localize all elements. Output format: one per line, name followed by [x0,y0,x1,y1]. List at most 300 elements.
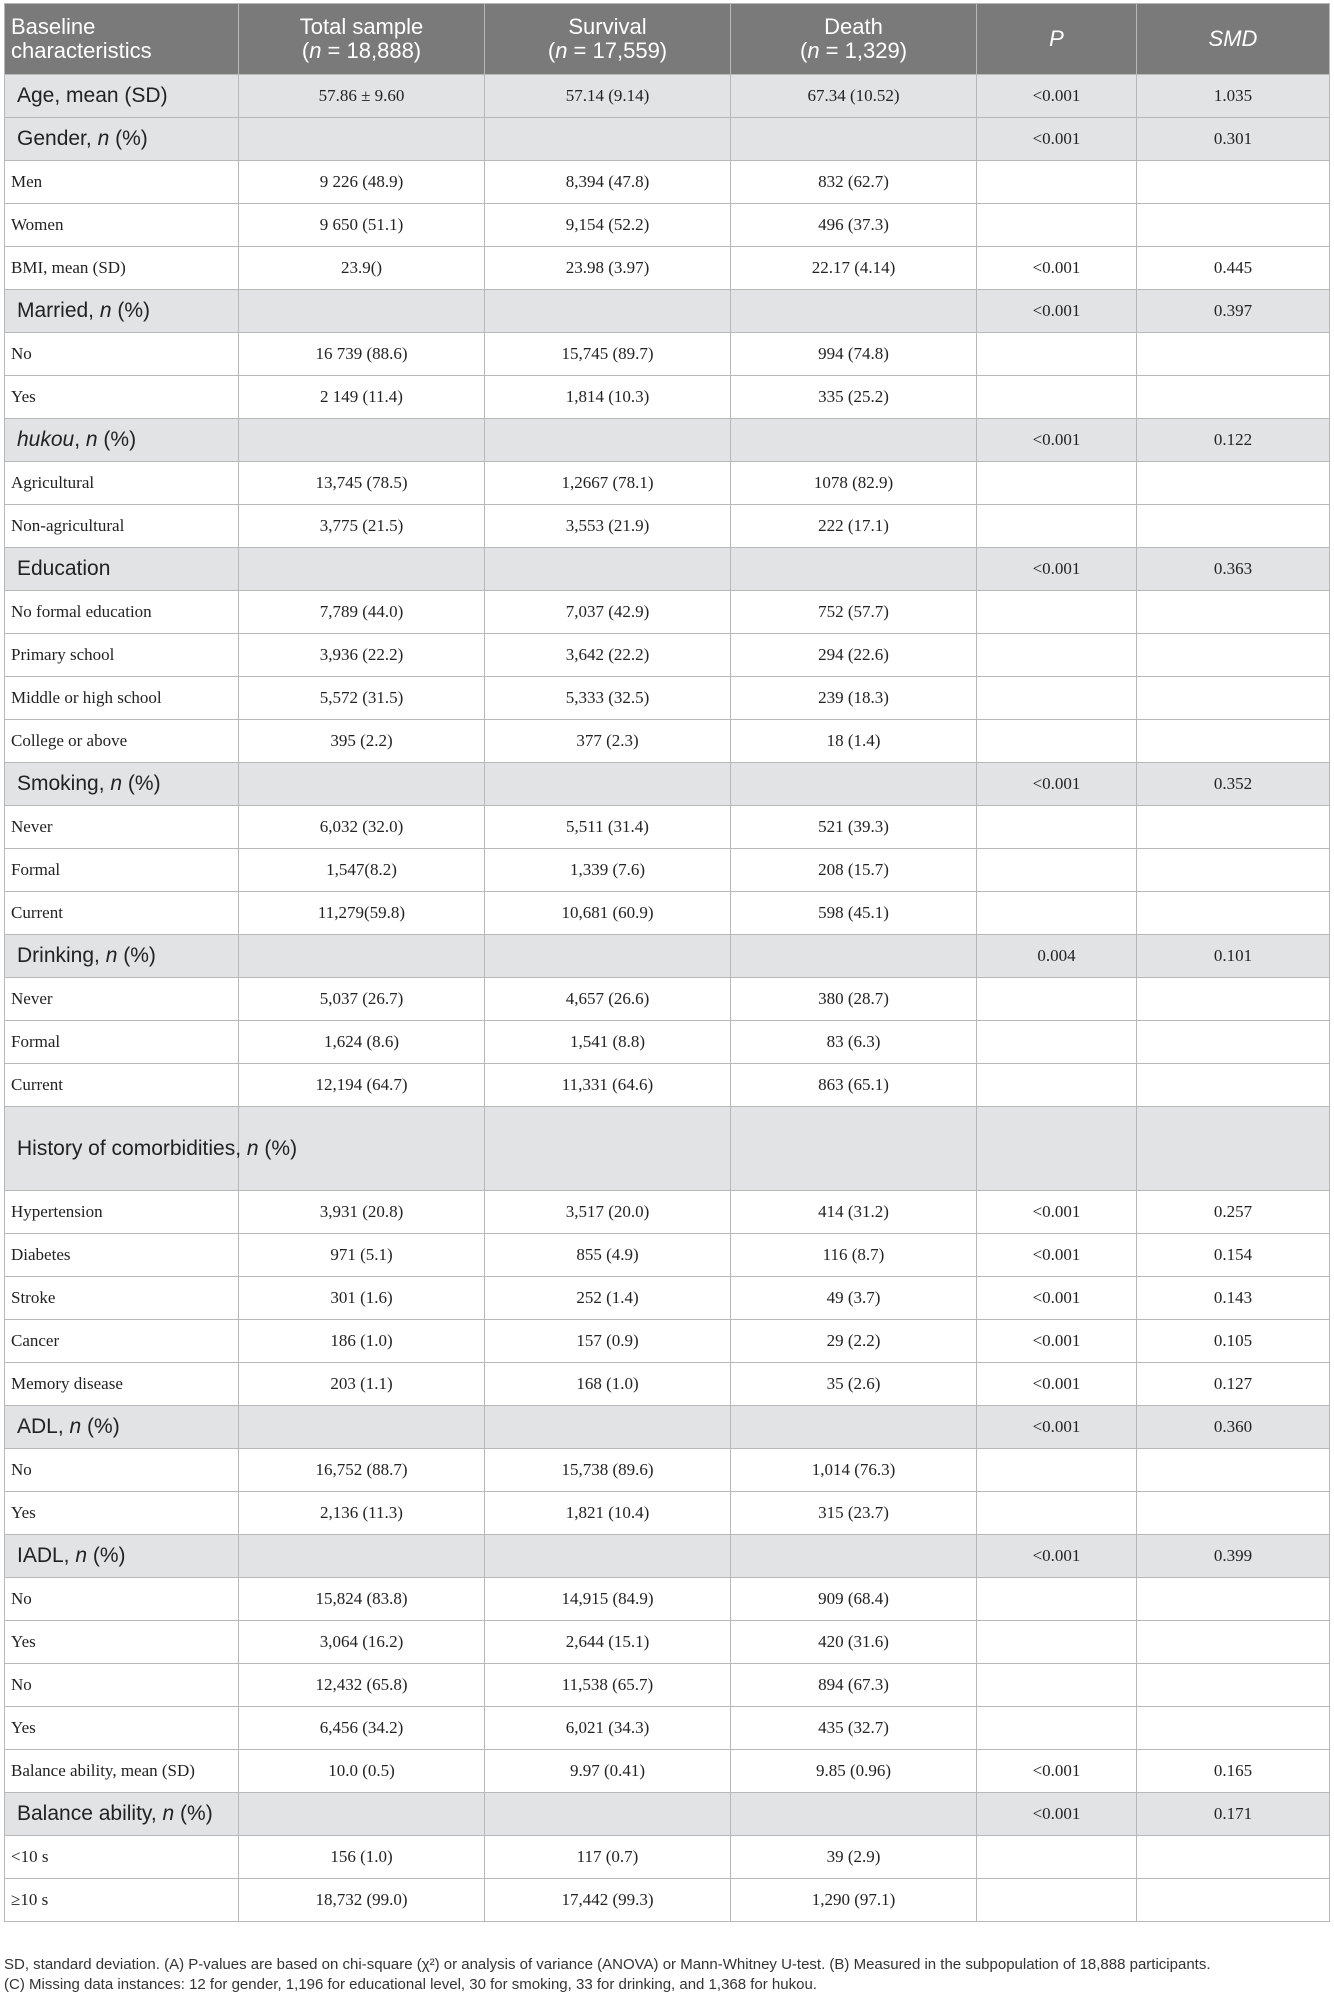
cell-total: 3,775 (21.5) [239,505,485,548]
cell-death [731,419,977,462]
cell-death: 863 (65.1) [731,1064,977,1107]
cell-p: <0.001 [977,1535,1137,1578]
cell-p [977,1449,1137,1492]
table-row [5,247,1330,290]
table-row [5,161,1330,204]
cell-death [731,1406,977,1449]
cell-survival: 1,339 (7.6) [485,849,731,892]
cell-total [239,1406,485,1449]
cell-total: 395 (2.2) [239,720,485,763]
cell-total: 10.0 (0.5) [239,1750,485,1793]
header-survival-line2: (n = 17,559) [547,38,668,63]
row-label: Balance ability, n (%) [5,1793,239,1836]
section-row [5,118,1330,161]
cell-p [977,806,1137,849]
cell-total: 15,824 (83.8) [239,1578,485,1621]
cell-total: 2 149 (11.4) [239,376,485,419]
cell-smd [1137,204,1330,247]
cell-smd: 0.171 [1137,1793,1330,1836]
cell-survival: 23.98 (3.97) [485,247,731,290]
cell-total: 1,624 (8.6) [239,1021,485,1064]
table-row [5,849,1330,892]
section-row [5,75,1330,118]
cell-smd: 0.257 [1137,1191,1330,1234]
cell-total [239,548,485,591]
cell-death: 18 (1.4) [731,720,977,763]
cell-survival: 1,541 (8.8) [485,1021,731,1064]
table-body [5,75,1330,1922]
cell-p: <0.001 [977,763,1137,806]
cell-survival: 1,2667 (78.1) [485,462,731,505]
cell-p: <0.001 [977,1234,1137,1277]
cell-total [239,1535,485,1578]
cell-smd: 0.165 [1137,1750,1330,1793]
cell-total: 57.86 ± 9.60 [239,75,485,118]
cell-death: 414 (31.2) [731,1191,977,1234]
row-label: Non-agricultural [5,505,239,548]
table-row [5,1707,1330,1750]
cell-survival: 855 (4.9) [485,1234,731,1277]
header-total-line2: (n = 18,888) [301,38,422,63]
table-row [5,634,1330,677]
row-label: <10 s [5,1836,239,1879]
row-label: Yes [5,1707,239,1750]
cell-total [239,935,485,978]
cell-p: <0.001 [977,548,1137,591]
cell-death: 380 (28.7) [731,978,977,1021]
cell-p [977,892,1137,935]
table-row [5,462,1330,505]
row-label: Never [5,978,239,1021]
cell-smd [1137,1707,1330,1750]
cell-smd: 0.399 [1137,1535,1330,1578]
cell-death: 116 (8.7) [731,1234,977,1277]
cell-death: 1,014 (76.3) [731,1449,977,1492]
cell-p: <0.001 [977,1191,1137,1234]
row-label: Formal [5,1021,239,1064]
cell-total: 12,432 (65.8) [239,1664,485,1707]
cell-death: 208 (15.7) [731,849,977,892]
cell-p [977,1064,1137,1107]
section-row [5,1406,1330,1449]
row-label: Agricultural [5,462,239,505]
row-label: Hypertension [5,1191,239,1234]
cell-smd [1137,720,1330,763]
cell-total: 5,037 (26.7) [239,978,485,1021]
cell-survival: 11,538 (65.7) [485,1664,731,1707]
cell-death: 222 (17.1) [731,505,977,548]
section-row [5,548,1330,591]
cell-total: 11,279(59.8) [239,892,485,935]
row-label: Cancer [5,1320,239,1363]
cell-total: 203 (1.1) [239,1363,485,1406]
row-label: Drinking, n (%) [5,935,239,978]
footnote-line1: SD, standard deviation. (A) P-values are based on chi-square (χ²) or analysis of variance (ANOVA) or Mann-Whitney U-test. (B) Measured in the subpopulation of 18,888 participants. [4,1956,1211,1973]
row-label: Smoking, n (%) [5,763,239,806]
cell-p [977,978,1137,1021]
cell-death [731,935,977,978]
table-row [5,1879,1330,1922]
row-label: hukou, n (%) [5,419,239,462]
cell-p [977,1492,1137,1535]
header-baseline [5,4,239,75]
header-smd [1137,4,1330,75]
cell-survival [485,763,731,806]
cell-p: <0.001 [977,290,1137,333]
cell-survival: 252 (1.4) [485,1277,731,1320]
header-death-line1: Death [824,14,883,39]
header-death-line2: (n = 1,329) [799,38,908,63]
cell-total [239,419,485,462]
cell-p [977,333,1137,376]
cell-survival [485,290,731,333]
row-label: Yes [5,1492,239,1535]
table-row [5,1277,1330,1320]
table-row [5,1750,1330,1793]
cell-survival: 117 (0.7) [485,1836,731,1879]
section-row [5,1793,1330,1836]
cell-survival [485,548,731,591]
cell-death [731,763,977,806]
cell-total [239,118,485,161]
cell-survival: 11,331 (64.6) [485,1064,731,1107]
cell-death: 909 (68.4) [731,1578,977,1621]
table-row [5,1320,1330,1363]
cell-death: 435 (32.7) [731,1707,977,1750]
header-survival-line1: Survival [568,14,647,39]
cell-death: 22.17 (4.14) [731,247,977,290]
section-row [5,290,1330,333]
cell-smd [1137,1664,1330,1707]
table-row [5,1449,1330,1492]
cell-smd [1137,1621,1330,1664]
header-total-line1: Total sample [299,14,424,39]
cell-death: 496 (37.3) [731,204,977,247]
cell-total: 13,745 (78.5) [239,462,485,505]
baseline-characteristics-table [4,3,1330,1922]
cell-survival [485,1793,731,1836]
cell-survival: 3,553 (21.9) [485,505,731,548]
cell-smd [1137,376,1330,419]
table-row [5,1578,1330,1621]
table-row [5,677,1330,720]
cell-death: 420 (31.6) [731,1621,977,1664]
cell-p [977,1836,1137,1879]
cell-survival [485,118,731,161]
cell-smd: 1.035 [1137,75,1330,118]
cell-p [977,677,1137,720]
cell-p [977,849,1137,892]
row-label: No [5,333,239,376]
cell-death: 67.34 (10.52) [731,75,977,118]
cell-smd: 0.397 [1137,290,1330,333]
cell-smd: 0.154 [1137,1234,1330,1277]
cell-total: 3,936 (22.2) [239,634,485,677]
cell-smd [1137,1492,1330,1535]
table-row [5,1836,1330,1879]
cell-survival [485,935,731,978]
cell-survival: 157 (0.9) [485,1320,731,1363]
row-label: Formal [5,849,239,892]
cell-p: <0.001 [977,1277,1137,1320]
cell-survival [485,1107,731,1191]
cell-total [239,290,485,333]
cell-total: 6,456 (34.2) [239,1707,485,1750]
cell-death [731,1793,977,1836]
row-label: BMI, mean (SD) [5,247,239,290]
cell-smd [1137,978,1330,1021]
cell-smd [1137,1836,1330,1879]
cell-smd [1137,505,1330,548]
row-label: History of comorbidities, n [5,1107,239,1191]
cell-p: <0.001 [977,75,1137,118]
row-label: Balance ability, mean (SD) [5,1750,239,1793]
cell-death [731,118,977,161]
cell-p [977,161,1137,204]
cell-smd [1137,1021,1330,1064]
cell-total: 186 (1.0) [239,1320,485,1363]
cell-smd: 0.101 [1137,935,1330,978]
cell-total: 971 (5.1) [239,1234,485,1277]
cell-smd [1137,1064,1330,1107]
cell-total: 12,194 (64.7) [239,1064,485,1107]
cell-smd [1137,892,1330,935]
cell-total: 2,136 (11.3) [239,1492,485,1535]
cell-death: 39 (2.9) [731,1836,977,1879]
cell-p [977,204,1137,247]
cell-total: 6,032 (32.0) [239,806,485,849]
cell-survival: 17,442 (99.3) [485,1879,731,1922]
cell-smd [1137,462,1330,505]
cell-death: 598 (45.1) [731,892,977,935]
cell-p [977,1107,1137,1191]
table-row [5,978,1330,1021]
row-label: No [5,1578,239,1621]
header-survival [485,4,731,75]
table-row [5,1021,1330,1064]
cell-p [977,591,1137,634]
cell-p: <0.001 [977,1750,1137,1793]
cell-survival: 5,511 (31.4) [485,806,731,849]
cell-total: 9 226 (48.9) [239,161,485,204]
cell-death [731,548,977,591]
cell-survival: 9.97 (0.41) [485,1750,731,1793]
header-p-label: P [1049,26,1064,51]
table-row [5,1363,1330,1406]
cell-p: <0.001 [977,118,1137,161]
cell-death: 294 (22.6) [731,634,977,677]
cell-total [239,1793,485,1836]
cell-survival: 7,037 (42.9) [485,591,731,634]
cell-survival: 10,681 (60.9) [485,892,731,935]
cell-smd: 0.143 [1137,1277,1330,1320]
cell-p [977,720,1137,763]
row-label: Men [5,161,239,204]
cell-survival: 8,394 (47.8) [485,161,731,204]
cell-survival: 2,644 (15.1) [485,1621,731,1664]
cell-death: 315 (23.7) [731,1492,977,1535]
cell-total: 23.9() [239,247,485,290]
cell-death: 994 (74.8) [731,333,977,376]
cell-p: <0.001 [977,247,1137,290]
row-label: Memory disease [5,1363,239,1406]
cell-survival [485,1535,731,1578]
row-label: No formal education [5,591,239,634]
row-label: Primary school [5,634,239,677]
row-label: ≥10 s [5,1879,239,1922]
row-label: Never [5,806,239,849]
row-label: Women [5,204,239,247]
cell-death: 1078 (82.9) [731,462,977,505]
cell-smd [1137,333,1330,376]
cell-total: 18,732 (99.0) [239,1879,485,1922]
cell-survival: 3,642 (22.2) [485,634,731,677]
cell-death: 83 (6.3) [731,1021,977,1064]
table-row [5,1064,1330,1107]
cell-smd: 0.352 [1137,763,1330,806]
row-label: Current [5,892,239,935]
header-total [239,4,485,75]
cell-smd: 0.360 [1137,1406,1330,1449]
header-death [731,4,977,75]
cell-survival: 15,738 (89.6) [485,1449,731,1492]
header-smd-label: SMD [1208,26,1258,51]
cell-total: 7,789 (44.0) [239,591,485,634]
section-row [5,419,1330,462]
cell-total [239,763,485,806]
cell-death [731,1535,977,1578]
cell-total: 16,752 (88.7) [239,1449,485,1492]
table-row [5,1664,1330,1707]
cell-smd [1137,1107,1330,1191]
cell-smd [1137,1449,1330,1492]
table-row [5,1191,1330,1234]
row-label: Middle or high school [5,677,239,720]
cell-survival: 9,154 (52.2) [485,204,731,247]
table-row [5,376,1330,419]
table-row [5,1492,1330,1535]
cell-survival: 4,657 (26.6) [485,978,731,1021]
footnote-line2: (C) Missing data instances: 12 for gender, 1,196 for educational level, 30 for smoking, 33 for drinking, and 1,368 for hukou. [4,1976,817,1993]
cell-p [977,1621,1137,1664]
cell-smd [1137,849,1330,892]
cell-death: 35 (2.6) [731,1363,977,1406]
row-label: College or above [5,720,239,763]
cell-survival: 5,333 (32.5) [485,677,731,720]
cell-smd [1137,1578,1330,1621]
cell-death: 521 (39.3) [731,806,977,849]
cell-smd: 0.445 [1137,247,1330,290]
cell-smd: 0.122 [1137,419,1330,462]
header-baseline-line2: characteristics [11,38,152,63]
table-footnote [4,1955,1329,1995]
cell-p [977,1664,1137,1707]
cell-total: 156 (1.0) [239,1836,485,1879]
row-label: Married, n (%) [5,290,239,333]
row-label: Age, mean (SD) [5,75,239,118]
cell-total: 3,931 (20.8) [239,1191,485,1234]
cell-smd: 0.363 [1137,548,1330,591]
cell-death [731,290,977,333]
cell-total: 301 (1.6) [239,1277,485,1320]
header-baseline-line1: Baseline [11,14,96,39]
cell-death: 752 (57.7) [731,591,977,634]
cell-total: 9 650 (51.1) [239,204,485,247]
row-label: Yes [5,1621,239,1664]
cell-p [977,1021,1137,1064]
cell-survival: 6,021 (34.3) [485,1707,731,1750]
cell-p: <0.001 [977,1406,1137,1449]
header-row [5,4,1330,75]
cell-smd: 0.301 [1137,118,1330,161]
cell-total: 5,572 (31.5) [239,677,485,720]
cell-death: 9.85 (0.96) [731,1750,977,1793]
row-label: Education [5,548,239,591]
table-row [5,204,1330,247]
cell-smd: 0.127 [1137,1363,1330,1406]
row-label: No [5,1449,239,1492]
cell-p [977,462,1137,505]
cell-survival: 377 (2.3) [485,720,731,763]
section-row [5,1535,1330,1578]
cell-survival: 168 (1.0) [485,1363,731,1406]
row-label: Current [5,1064,239,1107]
section-row [5,935,1330,978]
cell-smd [1137,806,1330,849]
cell-death: 832 (62.7) [731,161,977,204]
cell-p: <0.001 [977,1320,1137,1363]
cell-survival [485,1406,731,1449]
cell-death: 335 (25.2) [731,376,977,419]
cell-smd [1137,1879,1330,1922]
table-row [5,505,1330,548]
cell-death: 894 (67.3) [731,1664,977,1707]
table-row [5,892,1330,935]
cell-p: <0.001 [977,1793,1137,1836]
section-row [5,763,1330,806]
cell-total: 16 739 (88.6) [239,333,485,376]
row-label: No [5,1664,239,1707]
cell-total: 3,064 (16.2) [239,1621,485,1664]
table-row [5,720,1330,763]
header-p [977,4,1137,75]
cell-p [977,505,1137,548]
cell-death [731,1107,977,1191]
cell-p: <0.001 [977,1363,1137,1406]
cell-smd [1137,591,1330,634]
cell-survival: 57.14 (9.14) [485,75,731,118]
cell-smd [1137,161,1330,204]
cell-death: 1,290 (97.1) [731,1879,977,1922]
cell-p: 0.004 [977,935,1137,978]
cell-death: 29 (2.2) [731,1320,977,1363]
cell-p [977,1707,1137,1750]
table-row [5,806,1330,849]
cell-p [977,634,1137,677]
cell-p [977,376,1137,419]
section-row [5,1107,1330,1191]
cell-total: 1,547(8.2) [239,849,485,892]
cell-smd [1137,677,1330,720]
cell-p [977,1879,1137,1922]
row-label: IADL, n (%) [5,1535,239,1578]
table-row [5,591,1330,634]
cell-survival [485,419,731,462]
cell-death: 239 (18.3) [731,677,977,720]
cell-survival: 1,821 (10.4) [485,1492,731,1535]
row-label: Yes [5,376,239,419]
row-label: ADL, n (%) [5,1406,239,1449]
